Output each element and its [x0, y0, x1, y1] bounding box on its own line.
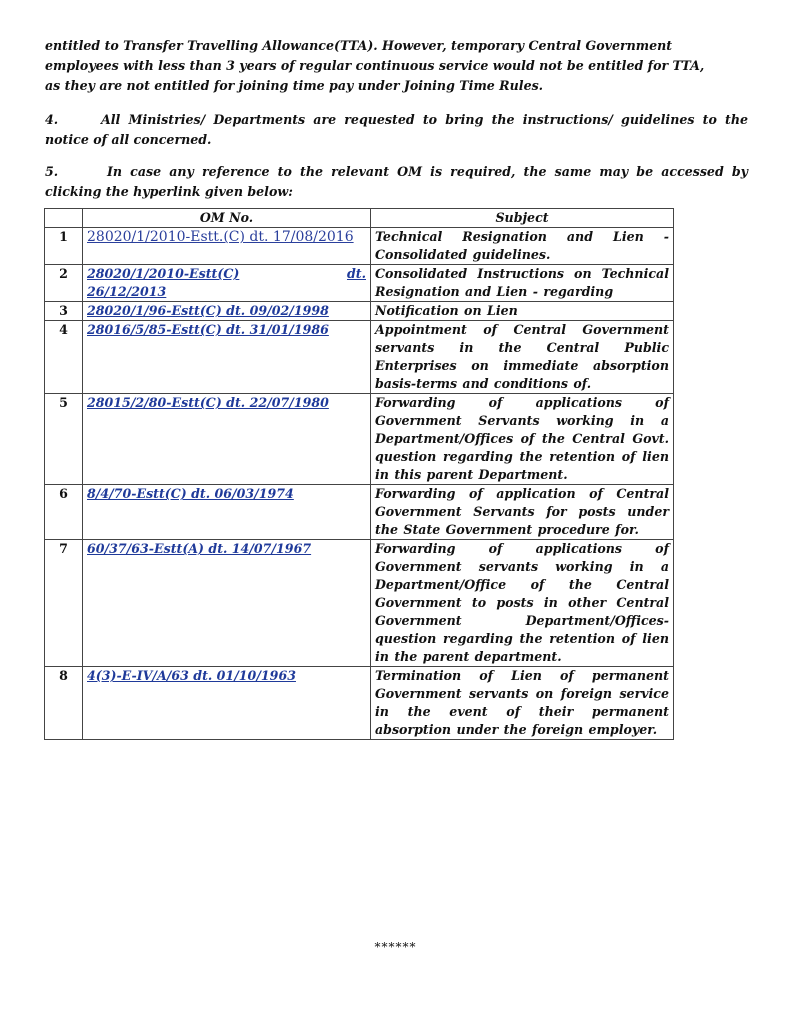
row-om-cell [83, 394, 371, 485]
intro-line-3: as they are not entitled for joining time pay under Joining Time Rules. [45, 78, 544, 93]
table-header-row [45, 209, 674, 228]
om-hyperlink[interactable]: 28020/1/2010-Estt.(C) dt. 17/08/2016 [87, 229, 354, 245]
row-serial: 7 [45, 540, 83, 667]
intro-line-2: employees with less than 3 years of regular continuous service would not be entitled for TTA, [45, 58, 705, 73]
row-subject: Notification on Lien [371, 302, 674, 321]
paragraph-4-text: All Ministries/ Departments are requested to bring the instructions/ guidelines to the notice of all concerned. [45, 112, 748, 147]
om-hyperlink-line [87, 265, 366, 283]
table-row [45, 394, 674, 485]
table-row [45, 265, 674, 302]
paragraph-5 [45, 162, 748, 202]
document-body [45, 36, 748, 202]
row-subject: Forwarding of applications of Government servants working in a Department/Office of the Central Government to posts in other Central Government Department/Offices-question regarding the retention of lien in the parent department. [371, 540, 674, 667]
subject-header: Subject [371, 209, 674, 228]
intro-paragraph [45, 36, 748, 96]
serial-header [45, 209, 83, 228]
row-serial: 6 [45, 485, 83, 540]
row-serial: 3 [45, 302, 83, 321]
row-om-cell [83, 265, 371, 302]
om-hyperlink-date[interactable]: 26/12/2013 [87, 284, 167, 299]
row-om-cell [83, 321, 371, 394]
paragraph-5-number: 5. [45, 164, 59, 179]
om-hyperlink[interactable]: 28016/5/85-Estt(C) dt. 31/01/1986 [87, 322, 329, 337]
om-hyperlink[interactable]: 28020/1/96-Estt(C) dt. 09/02/1998 [87, 303, 329, 318]
table-row [45, 321, 674, 394]
paragraph-4 [45, 110, 748, 150]
end-of-document-marker: ****** [374, 940, 417, 954]
row-subject: Appointment of Central Government servants in the Central Public Enterprises on immediate absorption basis-terms and conditions of. [371, 321, 674, 394]
row-serial: 1 [45, 228, 83, 265]
table-row [45, 302, 674, 321]
om-reference-table [44, 208, 674, 740]
om-no-header: OM No. [83, 209, 371, 228]
paragraph-4-number: 4. [45, 112, 59, 127]
table-row [45, 228, 674, 265]
row-serial: 4 [45, 321, 83, 394]
paragraph-5-text: In case any reference to the relevant OM is required, the same may be accessed by clicking the hyperlink given below: [45, 164, 748, 199]
intro-line-1: entitled to Transfer Travelling Allowance(TTA). However, temporary Central Government [45, 38, 673, 53]
table-row [45, 667, 674, 740]
row-om-cell [83, 228, 371, 265]
row-subject: Forwarding of application of Central Government Servants for posts under the State Government procedure for. [371, 485, 674, 540]
om-hyperlink[interactable]: 8/4/70-Estt(C) dt. 06/03/1974 [87, 486, 294, 501]
om-hyperlink[interactable]: 28015/2/80-Estt(C) dt. 22/07/1980 [87, 395, 329, 410]
table-row [45, 540, 674, 667]
om-hyperlink[interactable]: 60/37/63-Estt(A) dt. 14/07/1967 [87, 541, 312, 556]
row-subject: Termination of Lien of permanent Government servants on foreign service in the event of their permanent absorption under the foreign employer. [371, 667, 674, 740]
row-om-cell [83, 540, 371, 667]
row-subject: Consolidated Instructions on Technical Resignation and Lien - regarding [371, 265, 674, 302]
om-hyperlink-dt[interactable]: dt. [346, 266, 366, 281]
row-om-cell [83, 667, 371, 740]
table-row [45, 485, 674, 540]
om-hyperlink[interactable]: 28020/1/2010-Estt(C) [87, 266, 240, 281]
row-subject: Technical Resignation and Lien - Consolidated guidelines. [371, 228, 674, 265]
row-serial: 2 [45, 265, 83, 302]
row-om-cell [83, 485, 371, 540]
row-subject: Forwarding of applications of Government Servants working in a Department/Offices of the Central Govt. question regarding the retention of lien in this parent Department. [371, 394, 674, 485]
om-hyperlink[interactable]: 4(3)-E-IV/A/63 dt. 01/10/1963 [87, 668, 296, 683]
row-om-cell [83, 302, 371, 321]
row-serial: 8 [45, 667, 83, 740]
row-serial: 5 [45, 394, 83, 485]
